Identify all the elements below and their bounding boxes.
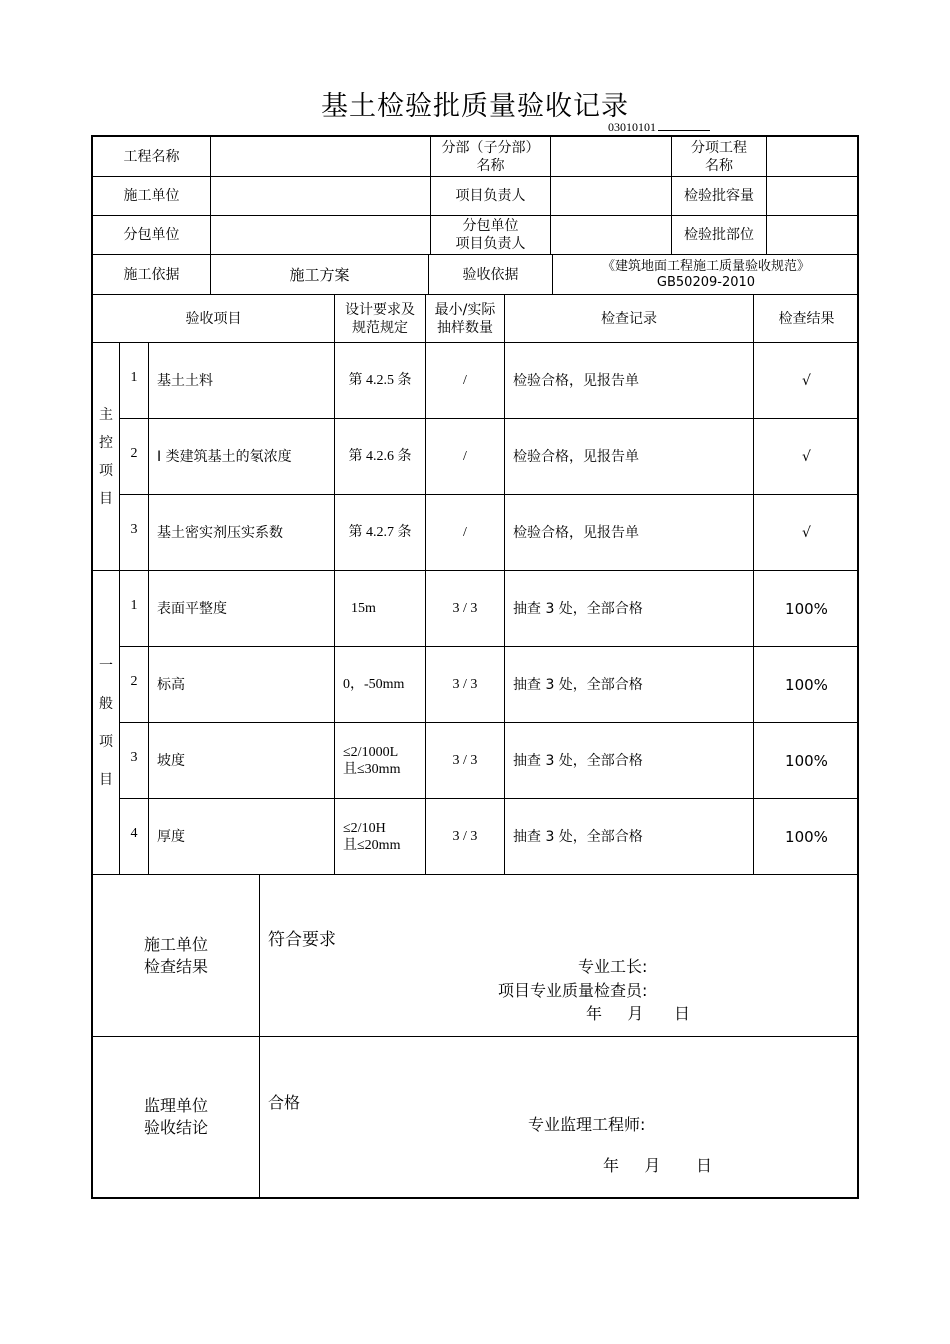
main-control-group-label: 主 控 项 目 (93, 343, 120, 571)
general-item-2-record: 抽查 3 处，全部合格 (505, 647, 754, 723)
general-item-2-design: 0，-50mm (335, 647, 426, 723)
main-item-1-sample: / (426, 343, 505, 419)
subcontractor-field[interactable] (211, 216, 431, 255)
col-item-header: 验收项目 (93, 295, 335, 343)
general-item-2-result: 100% (754, 647, 859, 723)
main-item-2-sample: / (426, 419, 505, 495)
form-code-blank (658, 120, 710, 131)
main-item-2-name: I 类建筑基土的氡浓度 (149, 419, 335, 495)
construction-check-date: 年 月 日 (586, 1004, 690, 1023)
general-item-1-no: 1 (120, 571, 149, 647)
general-item-4-no: 4 (120, 799, 149, 875)
basis-value: 施工方案 (211, 255, 429, 295)
general-item-2-no: 2 (120, 647, 149, 723)
batch-capacity-field[interactable] (767, 177, 859, 216)
foreman-label: 专业工长: (578, 957, 648, 976)
construction-check-label: 施工单位 检查结果 (93, 875, 260, 1037)
supervision-check-label: 监理单位 验收结论 (93, 1037, 260, 1197)
main-item-2-design: 第 4.2.6 条 (335, 419, 426, 495)
general-item-3-result: 100% (754, 723, 859, 799)
acceptance-basis-label: 验收依据 (429, 255, 553, 295)
project-manager-field[interactable] (551, 177, 672, 216)
construction-check-result: 符合要求 (268, 930, 336, 950)
general-item-2-name: 标高 (149, 647, 335, 723)
main-item-3-result: √ (754, 495, 859, 571)
acceptance-table (91, 135, 859, 1199)
col-result-header: 检查结果 (754, 295, 859, 343)
supervision-check-area[interactable] (260, 1037, 859, 1197)
acceptance-basis-value: 《建筑地面工程施工质量验收规范》 GB50209-2010 (553, 255, 859, 295)
construction-check-area[interactable] (260, 875, 859, 1037)
general-item-1-name: 表面平整度 (149, 571, 335, 647)
page-title: 基土检验批质量验收记录 (321, 91, 629, 122)
subitem-field[interactable] (767, 137, 859, 177)
main-item-3-design: 第 4.2.7 条 (335, 495, 426, 571)
main-item-3-name: 基土密实剂压实系数 (149, 495, 335, 571)
construction-unit-field[interactable] (211, 177, 431, 216)
batch-capacity-label: 检验批容量 (672, 177, 767, 216)
sub-manager-label: 分包单位 项目负责人 (431, 216, 551, 255)
general-item-1-result: 100% (754, 571, 859, 647)
sub-manager-field[interactable] (551, 216, 672, 255)
subcontractor-label: 分包单位 (93, 216, 211, 255)
main-item-3-no: 3 (120, 495, 149, 571)
division-field[interactable] (551, 137, 672, 177)
general-item-3-no: 3 (120, 723, 149, 799)
supervision-check-date: 年 月 日 (603, 1156, 713, 1175)
general-item-3-design: ≤2/1000L 且≤30mm (335, 723, 426, 799)
batch-location-field[interactable] (767, 216, 859, 255)
main-item-3-record: 检验合格，见报告单 (505, 495, 754, 571)
general-item-1-design: 15m (335, 571, 426, 647)
general-item-3-record: 抽查 3 处，全部合格 (505, 723, 754, 799)
quality-inspector-label: 项目专业质量检查员: (498, 981, 648, 1000)
col-design-header: 设计要求及 规范规定 (335, 295, 426, 343)
general-item-4-record: 抽查 3 处，全部合格 (505, 799, 754, 875)
supervision-check-result: 合格 (268, 1093, 301, 1112)
construction-unit-label: 施工单位 (93, 177, 211, 216)
general-group-label: 一 般 项 目 (93, 571, 120, 875)
batch-location-label: 检验批部位 (672, 216, 767, 255)
col-sample-header: 最小/实际 抽样数量 (426, 295, 505, 343)
form-code-value: 03010101 (608, 120, 656, 134)
project-name-label: 工程名称 (93, 137, 211, 177)
subitem-label: 分项工程 名称 (672, 137, 767, 177)
basis-label: 施工依据 (93, 255, 211, 295)
main-item-2-no: 2 (120, 419, 149, 495)
main-item-1-record: 检验合格，见报告单 (505, 343, 754, 419)
general-item-2-sample: 3 / 3 (426, 647, 505, 723)
general-item-3-sample: 3 / 3 (426, 723, 505, 799)
main-item-2-record: 检验合格，见报告单 (505, 419, 754, 495)
project-name-field[interactable] (211, 137, 431, 177)
project-manager-label: 项目负责人 (431, 177, 551, 216)
general-item-1-record: 抽查 3 处，全部合格 (505, 571, 754, 647)
main-item-3-sample: / (426, 495, 505, 571)
supervising-engineer-label: 专业监理工程师: (528, 1115, 646, 1134)
general-item-1-sample: 3 / 3 (426, 571, 505, 647)
col-record-header: 检查记录 (505, 295, 754, 343)
general-item-4-result: 100% (754, 799, 859, 875)
main-item-2-result: √ (754, 419, 859, 495)
general-item-3-name: 坡度 (149, 723, 335, 799)
general-item-4-sample: 3 / 3 (426, 799, 505, 875)
division-label: 分部（子分部） 名称 (431, 137, 551, 177)
main-item-1-name: 基土土料 (149, 343, 335, 419)
main-item-1-design: 第 4.2.5 条 (335, 343, 426, 419)
main-item-1-result: √ (754, 343, 859, 419)
main-item-1-no: 1 (120, 343, 149, 419)
general-item-4-name: 厚度 (149, 799, 335, 875)
form-code (608, 120, 710, 135)
general-item-4-design: ≤2/10H 且≤20mm (335, 799, 426, 875)
